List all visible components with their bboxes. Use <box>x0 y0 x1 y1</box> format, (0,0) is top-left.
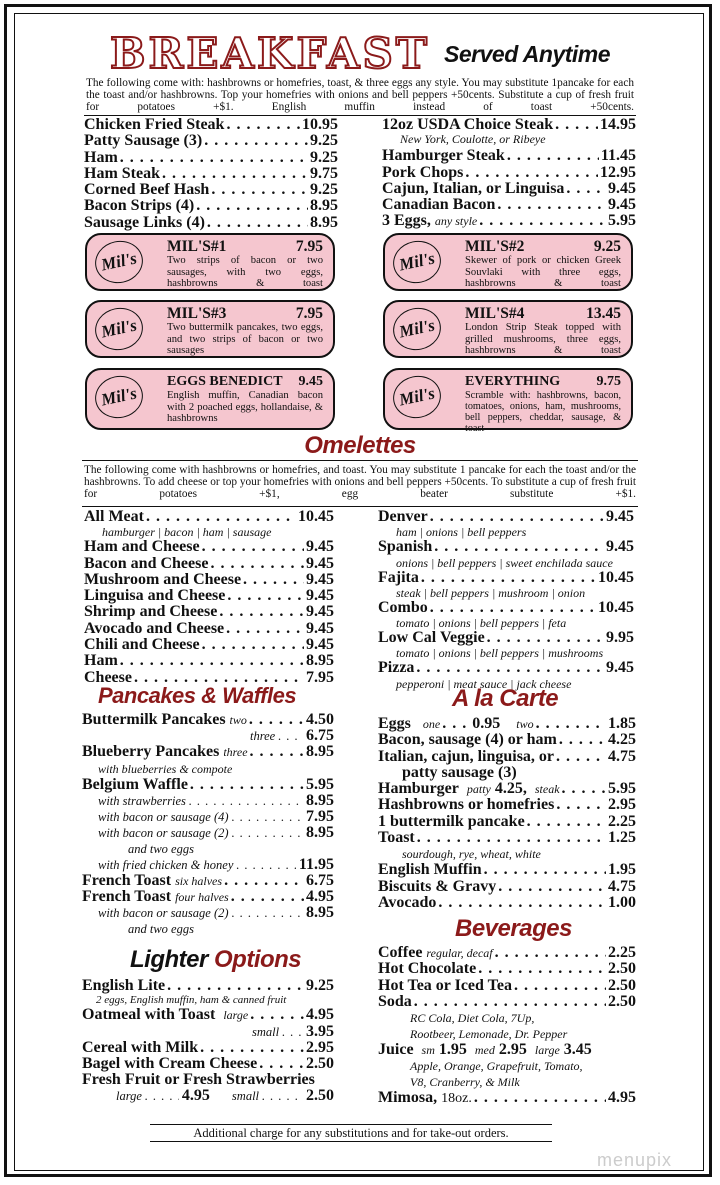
menu-item: Hamburger Steak . . . 11.45 <box>382 148 636 164</box>
lighter-column <box>82 978 334 1104</box>
menu-item-note: V8, Cranberry, & Milk <box>410 1075 520 1090</box>
menu-item: Fajita . . . 10.45 <box>378 570 634 586</box>
menu-item-note: with blueberries & compote <box>98 761 233 776</box>
menu-item: Cereal with Milk . . . 2.95 <box>82 1040 334 1056</box>
omelettes-right-column <box>378 509 634 691</box>
menu-item-note: hamburger | bacon | ham | sausage <box>102 525 272 540</box>
omelettes-title: Omelettes <box>304 432 416 459</box>
breakfast-right-column <box>382 117 636 230</box>
menu-item: Blueberry Pancakes three . . . 8.95 <box>82 744 334 760</box>
menu-item-option: with bacon or sausage (2) . . . 8.95 <box>82 825 334 841</box>
combo-card: Mil's MIL'S#4 13.45 London Strip Steak topped with grilled mushrooms, three eggs, hashbrowns & toast <box>383 300 633 358</box>
menu-item: Soda . . . 2.50 <box>378 994 636 1010</box>
menu-item: Coffee regular, decaf . . . 2.25 <box>378 945 636 961</box>
menu-item: Mimosa, 18oz. . . . 4.95 <box>378 1090 636 1107</box>
menu-item: Hamburger patty 4.25, steak . . . 5.95 <box>378 781 636 797</box>
combo-card: Mil's MIL'S#3 7.95 Two buttermilk pancakes, two eggs, and two strips of bacon or two sausages <box>85 300 335 358</box>
menu-item-option: with bacon or sausage (4) . . . 7.95 <box>82 809 334 825</box>
menu-item: 1 buttermilk pancake . . . 2.25 <box>378 814 636 830</box>
menu-item: Bacon, sausage (4) or ham . . . 4.25 <box>378 732 636 748</box>
menu-item: Patty Sausage (3) . . . 9.25 <box>84 133 338 149</box>
menu-item: Pizza . . . 9.45 <box>378 660 634 676</box>
menu-item-note: ham | onions | bell peppers <box>396 525 527 540</box>
combo-card: Mil's EGGS BENEDICT 9.45 English muffin, Canadian bacon with 2 poached eggs, hollandaise, & hashbrowns <box>85 368 335 430</box>
menu-item: Toast . . . 1.25 <box>378 830 636 846</box>
menu-item: Ham Steak . . . 9.75 <box>84 166 338 182</box>
mils-logo-icon: Mil's <box>389 236 445 287</box>
menu-item: 12oz USDA Choice Steak . . . 14.95 <box>382 117 636 133</box>
page-subtitle: Served Anytime <box>444 41 611 67</box>
mils-logo-icon: Mil's <box>91 371 147 422</box>
menu-item-note: RC Cola, Diet Cola, 7Up, <box>410 1011 535 1026</box>
menu-item: Sausage Links (4) . . . 8.95 <box>84 215 338 231</box>
menu-item-note: New York, Coulotte, or Ribeye <box>400 132 546 147</box>
menu-item: Avocado . . . 1.00 <box>378 895 636 911</box>
menu-item-note: pepperoni | meat sauce | jack cheese <box>396 676 572 691</box>
menu-item: Eggs one . . . 0.95 two . . . 1.85 <box>378 716 636 732</box>
combo-card: Mil's MIL'S#1 7.95 Two strips of bacon or two sausages, with two eggs, hashbrowns & toast <box>85 233 335 291</box>
lighter-title: Lighter Options <box>130 946 302 973</box>
title-row <box>110 29 630 78</box>
menu-item: Italian, cajun, linguisa, or . . . 4.75 <box>378 749 636 765</box>
pancakes-column <box>82 712 334 937</box>
page-title: BREAKFAST <box>110 29 431 78</box>
mils-logo-icon: Mil's <box>389 303 445 354</box>
menu-item: Hashbrowns or homefries . . . 2.95 <box>378 797 636 813</box>
menu-item-note: 2 eggs, English muffin, ham & canned fruit <box>96 994 287 1007</box>
mils-logo-icon: Mil's <box>389 371 445 422</box>
menu-item-note: Rootbeer, Lemonade, Dr. Pepper <box>410 1027 568 1042</box>
mils-logo-icon: Mil's <box>91 303 147 354</box>
menu-item-note: tomato | onions | bell peppers | feta <box>396 616 567 631</box>
beverages-column <box>378 945 636 1108</box>
menu-item: Canadian Bacon . . . 9.45 <box>382 197 636 213</box>
menu-item-note: steak | bell peppers | mushroom | onion <box>396 585 586 600</box>
menu-item-note: onions | bell peppers | sweet enchilada sauce <box>396 555 613 570</box>
menu-item: Ham and Cheese . . . 9.45 <box>84 539 334 555</box>
menu-item: Hot Chocolate . . . 2.50 <box>378 961 636 977</box>
menu-item: Cheese . . . 7.95 <box>84 670 334 686</box>
menu-item-option: with fried chicken & honey . . . 11.95 <box>82 857 334 873</box>
menu-item: Ham . . . 8.95 <box>84 653 334 669</box>
menu-item: Bacon and Cheese . . . 9.45 <box>84 556 334 572</box>
menu-item: English Muffin . . . 1.95 <box>378 862 636 878</box>
menu-item-option: large . . . 4.95 small . . . 2.50 <box>82 1088 334 1104</box>
menu-item: Corned Beef Hash . . . 9.25 <box>84 182 338 198</box>
menu-item-option: and two eggs <box>128 841 194 856</box>
omelettes-left-column <box>84 509 334 686</box>
menu-item: 3 Eggs, any style . . . 5.95 <box>382 213 636 229</box>
mils-logo-icon: Mil's <box>91 236 147 287</box>
menu-item: Cajun, Italian, or Linguisa . . . 9.45 <box>382 181 636 197</box>
menu-item: Linguisa and Cheese . . . 9.45 <box>84 588 334 604</box>
menu-item: Juice sm 1.95 med 2.95 large 3.45 <box>378 1041 592 1059</box>
menu-item: Bagel with Cream Cheese . . . 2.50 <box>82 1056 334 1072</box>
menu-item: Belgium Waffle . . . 5.95 <box>82 777 334 793</box>
menu-item: Fresh Fruit or Fresh Strawberries <box>82 1071 315 1089</box>
menu-item-option: three . . . 6.75 <box>82 728 334 744</box>
menu-item: All Meat . . . 10.45 <box>84 509 334 525</box>
menu-item-note: Apple, Orange, Grapefruit, Tomato, <box>410 1059 583 1074</box>
menu-item: Denver . . . 9.45 <box>378 509 634 525</box>
menu-item-option: small . . . 3.95 <box>82 1024 334 1040</box>
menu-item: Hot Tea or Iced Tea . . . 2.50 <box>378 978 636 994</box>
watermark: menupix <box>596 1150 672 1170</box>
menu-item-option: with strawberries . . . 8.95 <box>82 793 334 809</box>
combo-card: Mil's EVERYTHING 9.75 Scramble with: hashbrowns, bacon, tomatoes, onions, ham, mushrooms, bell peppers, cheddar, sausage, & toast <box>383 368 633 430</box>
menu-item: Chicken Fried Steak . . . 10.95 <box>84 117 338 133</box>
breakfast-left-column <box>84 117 338 231</box>
menu-item: French Toast four halves . . . 4.95 <box>82 889 334 905</box>
beverages-title: Beverages <box>455 915 572 942</box>
omelettes-note: The following come with hashbrowns or homefries, and toast. You may substitute 1 pancake for each the toast and/or the hashbrowns. To add cheese or top your homefries with onions and bell peppers +50cents. To substitute a cup of fresh fruit for potatoes +$1, egg beater substitute +$1. <box>84 464 636 500</box>
breakfast-note: The following come with: hashbrowns or homefries, toast, & three eggs any style. You may substitute 1pancake for each the toast and/or hashbrowns. Top your homefries with onions and bell peppers +50cents. Substitute a cup of fresh fruit for potatoes +$1. English muffin instead of toast +50cents. <box>86 77 634 113</box>
menu-item: English Lite . . . 9.25 <box>82 978 334 994</box>
menu-item: Buttermilk Pancakes two . . . 4.50 <box>82 712 334 728</box>
footer-note: Additional charge for any substitutions and for take-out orders. <box>150 1124 552 1142</box>
divider <box>82 460 638 461</box>
menu-item: Avocado and Cheese . . . 9.45 <box>84 621 334 637</box>
menu-item: Combo . . . 10.45 <box>378 600 634 616</box>
menu-item-cont: patty sausage (3) <box>402 763 517 781</box>
menu-item: Chili and Cheese . . . 9.45 <box>84 637 334 653</box>
menu-item-option: and two eggs <box>128 922 194 937</box>
menu-item-note: tomato | onions | bell peppers | mushrooms <box>396 646 604 661</box>
menu-item: Biscuits & Gravy . . . 4.75 <box>378 879 636 895</box>
menu-item: Spanish . . . 9.45 <box>378 539 634 555</box>
alacarte-column <box>378 716 636 911</box>
divider <box>82 506 638 507</box>
combo-card: Mil's MIL'S#2 9.25 Skewer of pork or chicken Greek Souvlaki with three eggs, hashbrowns & toast <box>383 233 633 291</box>
pancakes-title: Pancakes & Waffles <box>98 683 297 708</box>
menu-item: Oatmeal with Toast large . . . 4.95 <box>82 1007 334 1023</box>
menu-item: Bacon Strips (4) . . . 8.95 <box>84 198 338 214</box>
alacarte-title: A la Carte <box>452 685 559 712</box>
menu-item: Shrimp and Cheese . . . 9.45 <box>84 604 334 620</box>
menu-item: Pork Chops . . . 12.95 <box>382 165 636 181</box>
menu-item: French Toast six halves . . . 6.75 <box>82 873 334 889</box>
menu-item-note: sourdough, rye, wheat, white <box>402 847 541 862</box>
menu-item: Mushroom and Cheese . . . 9.45 <box>84 572 334 588</box>
menu-item: Low Cal Veggie . . . 9.95 <box>378 630 634 646</box>
menu-item: Ham . . . 9.25 <box>84 150 338 166</box>
menu-item-option: with bacon or sausage (2) . . . 8.95 <box>82 905 334 921</box>
